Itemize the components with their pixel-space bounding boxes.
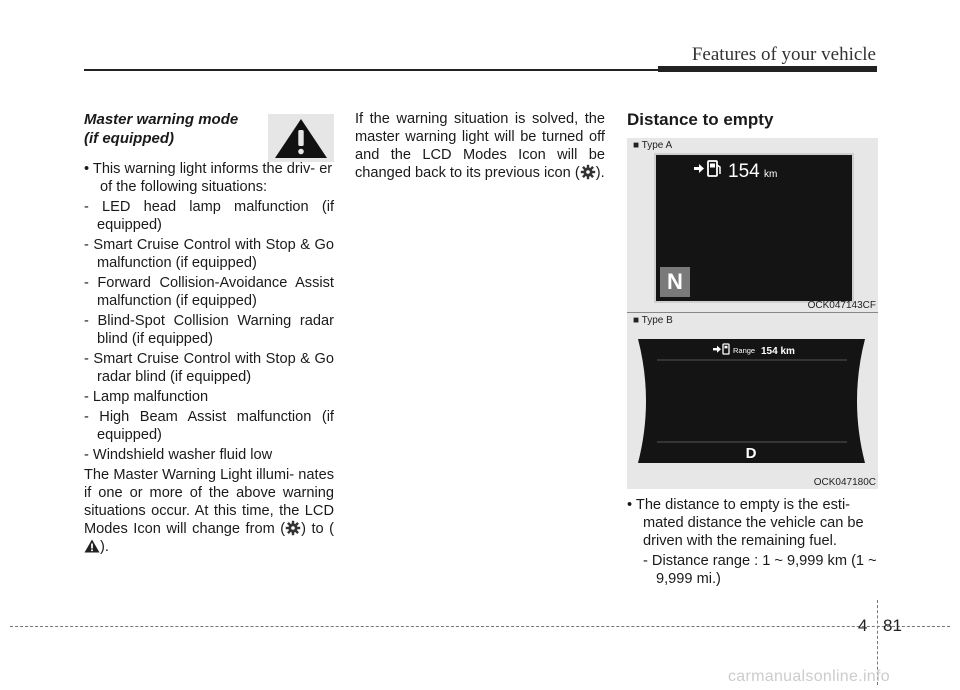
gear-icon [285, 520, 301, 536]
bullet-body: This warning light informs the driv- er of the following situations: [92, 161, 333, 195]
list-item: - Lamp malfunction [84, 389, 209, 405]
range-label: Range [733, 346, 756, 355]
range-value: 154 km [761, 346, 795, 357]
figure-code: OCK047180C [813, 477, 876, 488]
figure-type-label: ■ Type B [633, 315, 673, 326]
chapter-number: 4 [858, 616, 868, 635]
right-column-heading [627, 110, 879, 130]
distance-value: 154 [728, 161, 760, 182]
list-item: - Forward Collision-Avoidance Assist malfunction (if equipped) [84, 275, 334, 309]
heading-line-2: (if equipped) [84, 130, 174, 147]
list-item: - Blind-Spot Collision Warning radar blind (if equipped) [84, 313, 334, 347]
fuel-pump-icon [694, 161, 720, 176]
para-text: The Master Warning Light illumi- nates if one or more of the above warning situations occur. At this time, the LCD Modes Icon will change from ( [84, 467, 334, 537]
master-warning-paragraph [84, 466, 334, 556]
page-number: 81 [883, 616, 902, 635]
para-text: ). [100, 539, 109, 555]
heading-line-1: Master warning mode [84, 111, 239, 128]
figure-code: OCK047143CF [807, 300, 876, 311]
list-item: - Smart Cruise Control with Stop & Go radar blind (if equipped) [84, 351, 334, 385]
figure-type-b [627, 313, 878, 489]
cluster-screen [656, 155, 852, 301]
page-header-title: Features of your vehicle [691, 44, 876, 65]
figure-type-a [627, 138, 878, 312]
figure-type-label: ■ Type A [633, 140, 673, 151]
list-item: - High Beam Assist malfunction (if equipped) [84, 409, 334, 443]
distance-unit: km [764, 169, 778, 180]
middle-column [355, 110, 605, 182]
distance-description [627, 496, 879, 588]
gear-indicator: N [667, 269, 683, 294]
para-text: ). [595, 165, 605, 181]
cluster-display-type-a [654, 153, 854, 303]
gear-indicator: D [745, 445, 757, 462]
resolved-paragraph [355, 110, 605, 182]
master-warning-heading [84, 110, 259, 148]
header-rule-accent [658, 66, 877, 72]
list-item: - Smart Cruise Control with Stop & Go malfunction (if equipped) [84, 237, 334, 271]
bullet-body: The distance to empty is the esti- mated distance the vehicle can be driven with the remaining fuel. [635, 497, 864, 549]
warning-triangle-icon [84, 538, 100, 554]
gear-icon [580, 164, 596, 180]
para-text: If the warning situation is solved, the master warning light will be turned off and the LCD Modes Icon will be changed back to its previous icon ( [355, 111, 605, 181]
list-item: - LED head lamp malfunction (if equipped) [84, 199, 334, 233]
watermark: carmanualsonline.info [728, 668, 890, 685]
list-item: - Distance range : 1 ~ 9,999 km (1 ~ 9,999 mi.) [643, 553, 877, 587]
cluster-display-type-b [627, 313, 878, 489]
distance-to-empty-heading: Distance to empty [627, 110, 774, 129]
para-text: ) to ( [301, 521, 335, 537]
footer-rule [10, 626, 950, 627]
left-column [84, 110, 334, 556]
bullet-text: • This warning light informs the driv- er of the following situations: [84, 161, 333, 195]
list-item: - Windshield washer fluid low [84, 447, 273, 463]
bullet-text: • The distance to empty is the esti- mated distance the vehicle can be driven with the remaining fuel. [627, 497, 864, 549]
